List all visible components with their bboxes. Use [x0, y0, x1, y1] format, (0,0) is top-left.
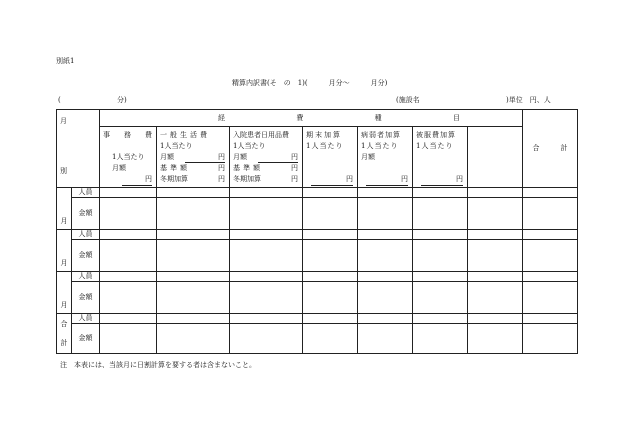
total-row-cell	[57, 314, 72, 354]
footnote: 注 本表には、当該月に日割計算を要する者は含まないこと。	[60, 361, 256, 369]
expense-type-char-4: 目	[452, 113, 460, 122]
unit-label: )単位 円、人	[506, 96, 551, 104]
yearend-addition-yen: 円	[311, 174, 353, 186]
hospital-expense-header	[230, 127, 303, 188]
living-expense-monthly-yen: 円	[185, 152, 225, 163]
table-row	[57, 324, 578, 354]
clothing-addition-per-person: 1人当たり	[416, 142, 454, 150]
table-row	[57, 188, 578, 198]
table-row	[57, 282, 578, 314]
office-expense-title: 事 務 費	[103, 131, 152, 139]
table-row	[57, 230, 578, 240]
clothing-addition-title: 被服費加算	[416, 131, 456, 139]
month-cell-label: 月	[60, 217, 68, 225]
hospital-expense-per-person: 1人当たり	[233, 142, 266, 150]
document-title: 精算内訳書(そ の 1)( 月分〜 月分)	[232, 79, 388, 87]
invalid-addition-yen: 円	[366, 174, 408, 186]
month-cell-label: 月	[60, 259, 68, 267]
hospital-expense-standard-yen: 円	[291, 164, 298, 172]
living-expense-per-person: 1人当たり	[160, 142, 193, 150]
expense-type-char-1: 経	[218, 113, 225, 122]
facility-label: (施設名	[396, 96, 420, 104]
settlement-table	[56, 109, 578, 354]
table-row	[57, 198, 578, 230]
expense-type-char-2: 費	[296, 113, 304, 122]
office-expense-per-person: 1人当たり	[112, 153, 145, 161]
hospital-expense-winter-yen: 円	[291, 175, 298, 183]
total-row-char-2: 計	[60, 338, 68, 347]
hospital-expense-winter: 冬期加算	[233, 175, 261, 183]
hospital-expense-title: 入院患者日用品費	[233, 131, 289, 139]
amount-label: 金額	[72, 282, 100, 314]
subheader-left-unit: 分)	[117, 96, 127, 104]
office-expense-yen: 円	[122, 174, 152, 186]
amount-label: 金額	[72, 240, 100, 272]
amount-label: 金額	[72, 324, 100, 354]
attachment-label: 別紙1	[56, 57, 75, 65]
month-cell	[57, 188, 72, 230]
total-row-char-1: 合	[60, 319, 68, 328]
invalid-addition-header	[358, 127, 413, 188]
invalid-addition-per-person: 1人当たり	[361, 142, 399, 150]
people-label: 人員	[72, 272, 100, 282]
invalid-addition-monthly: 月額	[361, 153, 375, 161]
month-cell	[57, 272, 72, 314]
yearend-addition-header	[303, 127, 358, 188]
office-expense-monthly: 月額	[112, 164, 126, 172]
subheader-left-paren: (	[58, 96, 61, 104]
amount-label: 金額	[72, 198, 100, 230]
living-expense-standard: 基準額	[160, 164, 190, 172]
hospital-expense-monthly: 月額	[233, 153, 247, 161]
clothing-addition-header	[413, 127, 468, 188]
month-cell-label: 月	[60, 301, 68, 309]
invalid-addition-title: 病弱者加算	[361, 131, 401, 139]
yearend-addition-title: 期末加算	[306, 131, 342, 139]
yearend-addition-per-person: 1人当たり	[306, 142, 344, 150]
living-expense-winter-yen: 円	[218, 175, 225, 183]
expense-type-header	[100, 110, 523, 127]
people-label: 人員	[72, 314, 100, 324]
month-cell	[57, 230, 72, 272]
expense-type-char-3: 種	[374, 113, 382, 122]
month-header-bottom: 別	[60, 167, 67, 175]
people-label: 人員	[72, 230, 100, 240]
living-expense-standard-yen: 円	[218, 164, 225, 172]
table-row	[57, 240, 578, 272]
table-row	[57, 314, 578, 324]
living-expense-title: 一般生活費	[160, 131, 210, 139]
total-header: 合 計	[523, 110, 578, 188]
living-expense-monthly: 月額	[160, 153, 174, 161]
table-row	[57, 272, 578, 282]
blank-column-header	[468, 127, 523, 188]
people-label: 人員	[72, 188, 100, 198]
month-header-cell	[57, 110, 100, 188]
living-expense-header	[157, 127, 230, 188]
hospital-expense-standard: 基準額	[233, 164, 263, 172]
month-header-top: 月	[60, 117, 67, 125]
clothing-addition-yen: 円	[421, 174, 463, 186]
hospital-expense-monthly-yen: 円	[258, 152, 298, 163]
living-expense-winter: 冬期加算	[160, 175, 188, 183]
office-expense-header	[100, 127, 157, 188]
